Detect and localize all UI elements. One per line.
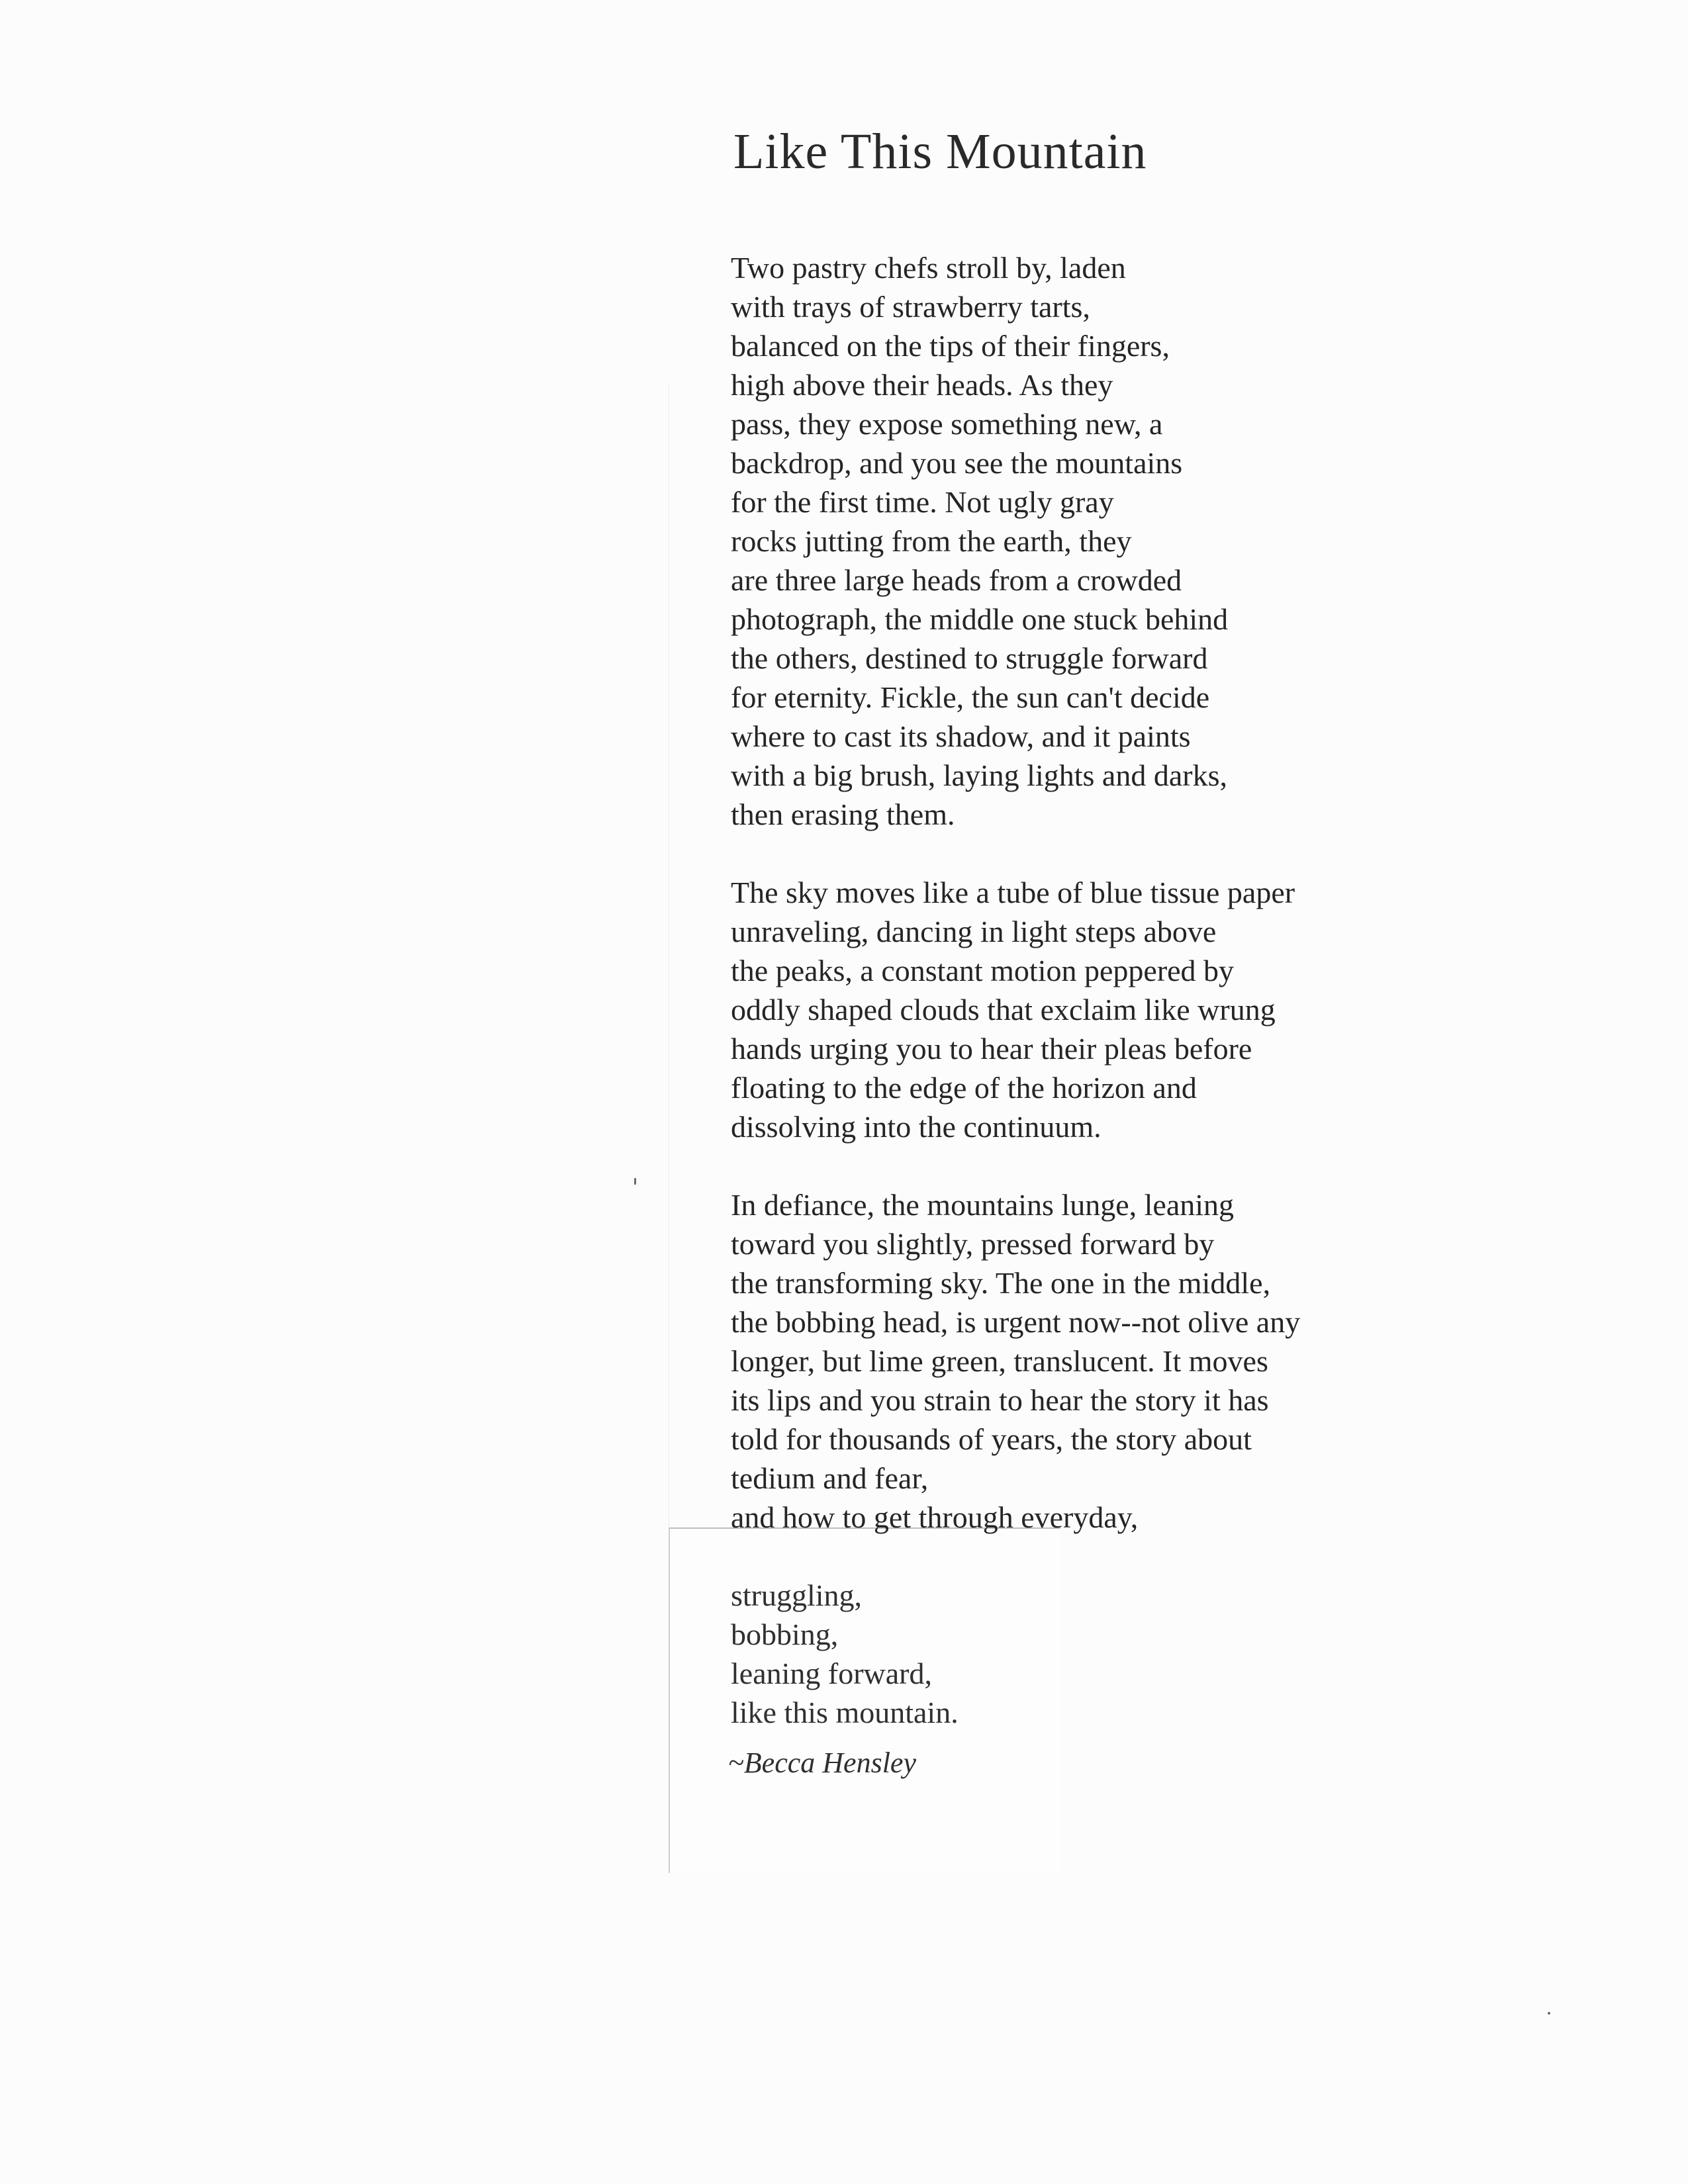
author-signature: ~Becca Hensley — [728, 1747, 916, 1779]
scan-speck — [634, 1178, 636, 1185]
poem-line: for the first time. Not ugly gray — [731, 485, 1114, 519]
stanza-3 — [731, 1185, 1393, 1537]
poem-line: the bobbing head, is urgent now--not olive any — [731, 1305, 1301, 1339]
poem-body — [731, 248, 1393, 1771]
poem-line: with trays of strawberry tarts, — [731, 290, 1090, 324]
poem-line: like this mountain. — [731, 1696, 959, 1729]
poem-line: and how to get through everyday, — [731, 1500, 1139, 1534]
poem-line: bobbing, — [731, 1617, 839, 1651]
poem-title: Like This Mountain — [733, 124, 1147, 179]
poem-line: balanced on the tips of their fingers, — [731, 329, 1170, 363]
poem-line: struggling, — [731, 1578, 863, 1612]
poem-line: tedium and fear, — [731, 1461, 929, 1495]
poem-line: the peaks, a constant motion peppered by — [731, 954, 1235, 987]
scan-speck — [1548, 2012, 1550, 2015]
poem-line: unraveling, dancing in light steps above — [731, 915, 1217, 948]
poem-line: where to cast its shadow, and it paints — [731, 719, 1191, 753]
poem-line: hands urging you to hear their pleas before — [731, 1032, 1252, 1066]
poem-line: The sky moves like a tube of blue tissue paper — [731, 876, 1295, 909]
poem-line: high above their heads. As they — [731, 368, 1113, 402]
stanza-4 — [731, 1576, 1393, 1732]
poem-line: dissolving into the continuum. — [731, 1110, 1102, 1144]
poem-line: backdrop, and you see the mountains — [731, 446, 1183, 480]
poem-line: told for thousands of years, the story about — [731, 1422, 1252, 1456]
poem-line: pass, they expose something new, a — [731, 407, 1163, 441]
poem-line: for eternity. Fickle, the sun can't decide — [731, 680, 1210, 714]
poem-line: its lips and you strain to hear the story it has — [731, 1383, 1269, 1417]
poem-line: then erasing them. — [731, 797, 955, 831]
poem-line: floating to the edge of the horizon and — [731, 1071, 1197, 1105]
poem-line: photograph, the middle one stuck behind — [731, 602, 1229, 636]
poem-line: toward you slightly, pressed forward by — [731, 1227, 1215, 1261]
poem-line: oddly shaped clouds that exclaim like wrung — [731, 993, 1276, 1026]
poem-line: the others, destined to struggle forward — [731, 641, 1208, 675]
poem-line: the transforming sky. The one in the middle, — [731, 1266, 1271, 1300]
poem-line: leaning forward, — [731, 1657, 932, 1690]
stanza-1 — [731, 248, 1393, 834]
poem-line: Two pastry chefs stroll by, laden — [731, 251, 1126, 285]
poem-line: rocks jutting from the earth, they — [731, 524, 1132, 558]
stanza-2 — [731, 873, 1393, 1146]
poem-line: longer, but lime green, translucent. It moves — [731, 1344, 1268, 1378]
poem-line: are three large heads from a crowded — [731, 563, 1182, 597]
poem-line: with a big brush, laying lights and darks, — [731, 758, 1227, 792]
poem-line: In defiance, the mountains lunge, leaning — [731, 1188, 1235, 1222]
scan-shadow-strip — [629, 384, 669, 1661]
